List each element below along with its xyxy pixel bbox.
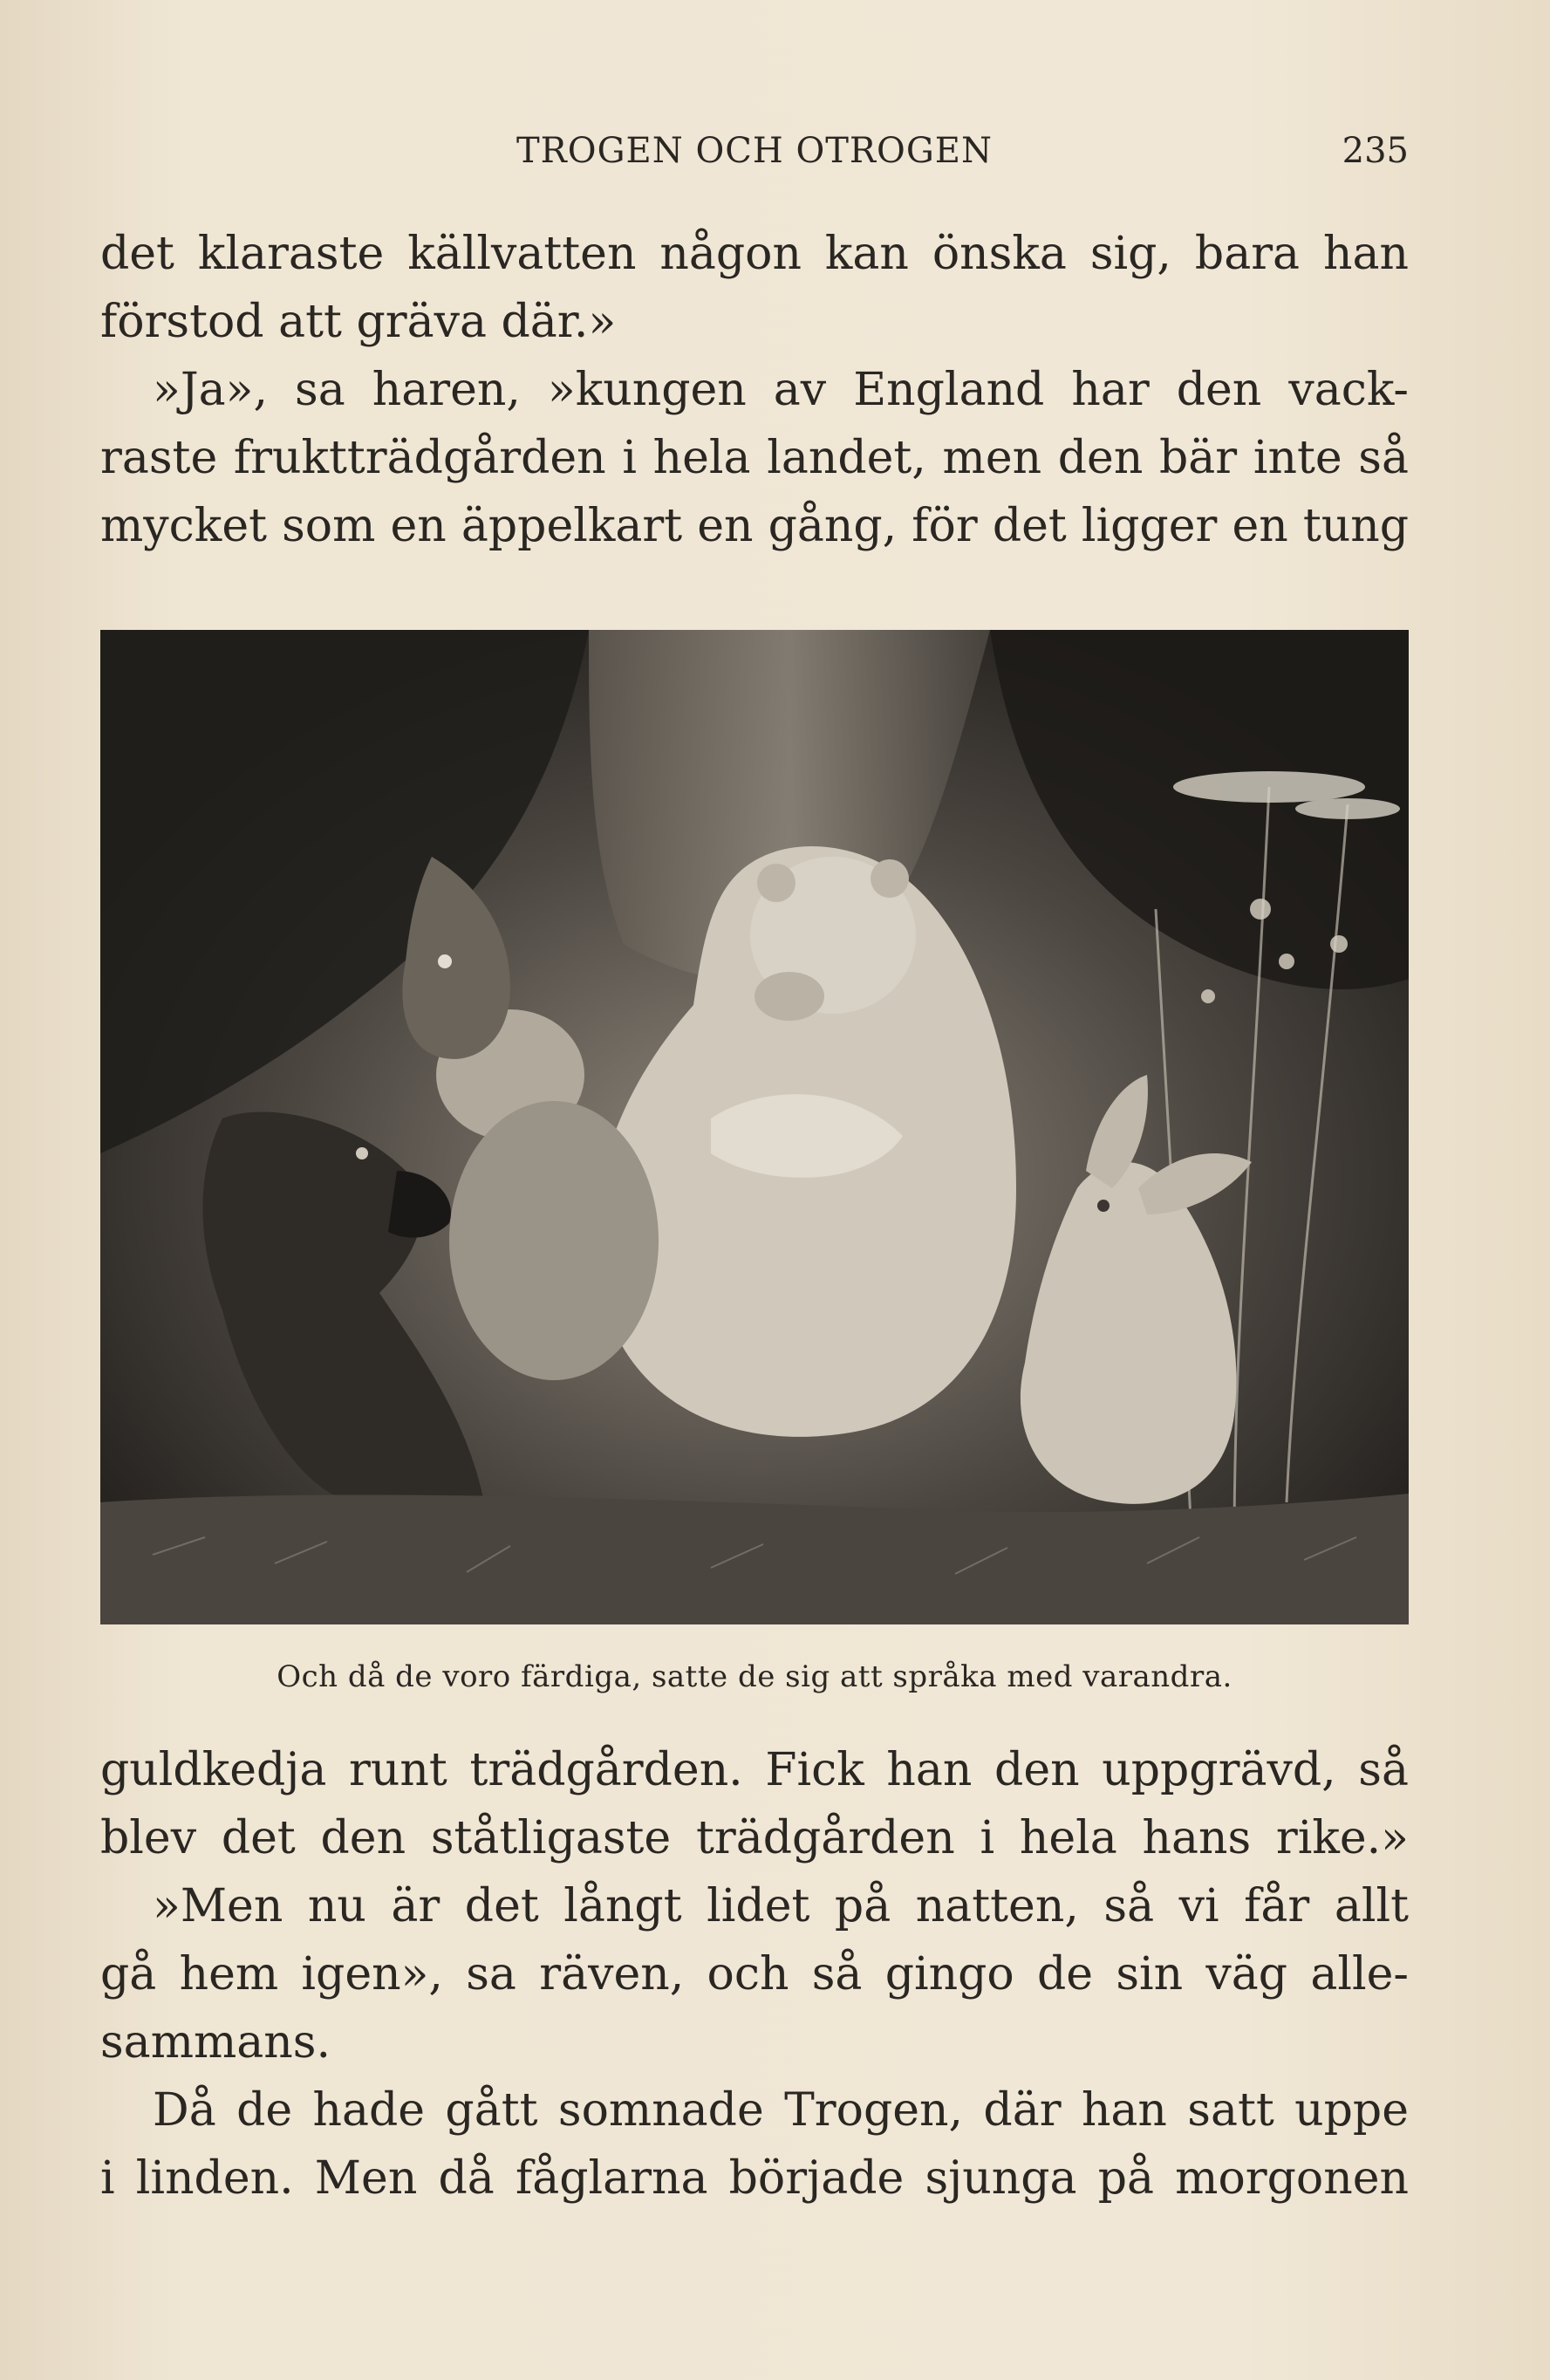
page-number: 235 <box>1342 131 1409 171</box>
text-line: förstod att gräva där.» <box>100 296 617 348</box>
illustration-picture <box>100 630 1409 1624</box>
text-line: sammans. <box>100 2016 331 2069</box>
text-line: Då de hade gått somnade Trogen, där han satt uppe <box>153 2084 1409 2137</box>
text-block-top <box>100 220 1409 560</box>
text-line: »Ja», sa haren, »kungen av England har den vack- <box>153 364 1409 416</box>
illustration-caption: Och då de voro färdiga, satte de sig att språka med varandra. <box>277 1659 1232 1694</box>
text-line: det klaraste källvatten någon kan önska sig, bara han <box>100 228 1409 280</box>
illustration <box>100 630 1409 1624</box>
text-line: raste fruktträdgården i hela landet, men den bär inte så <box>100 432 1409 484</box>
page-header <box>100 131 1409 183</box>
text-line: blev det den ståtligaste trädgården i hela hans rike.» <box>100 1812 1409 1864</box>
running-title: TROGEN OCH OTROGEN <box>516 131 993 171</box>
text-block-bottom <box>100 1736 1409 2212</box>
text-line: gå hem igen», sa räven, och så gingo de sin väg alle- <box>100 1948 1409 2000</box>
text-line: »Men nu är det långt lidet på natten, så vi får allt <box>153 1880 1409 1932</box>
text-line: i linden. Men då fåglarna började sjunga på morgonen <box>100 2152 1409 2205</box>
text-line: mycket som en äppelkart en gång, för det ligger en tung <box>100 500 1409 552</box>
text-line: guldkedja runt trädgården. Fick han den uppgrävd, så <box>100 1744 1409 1796</box>
